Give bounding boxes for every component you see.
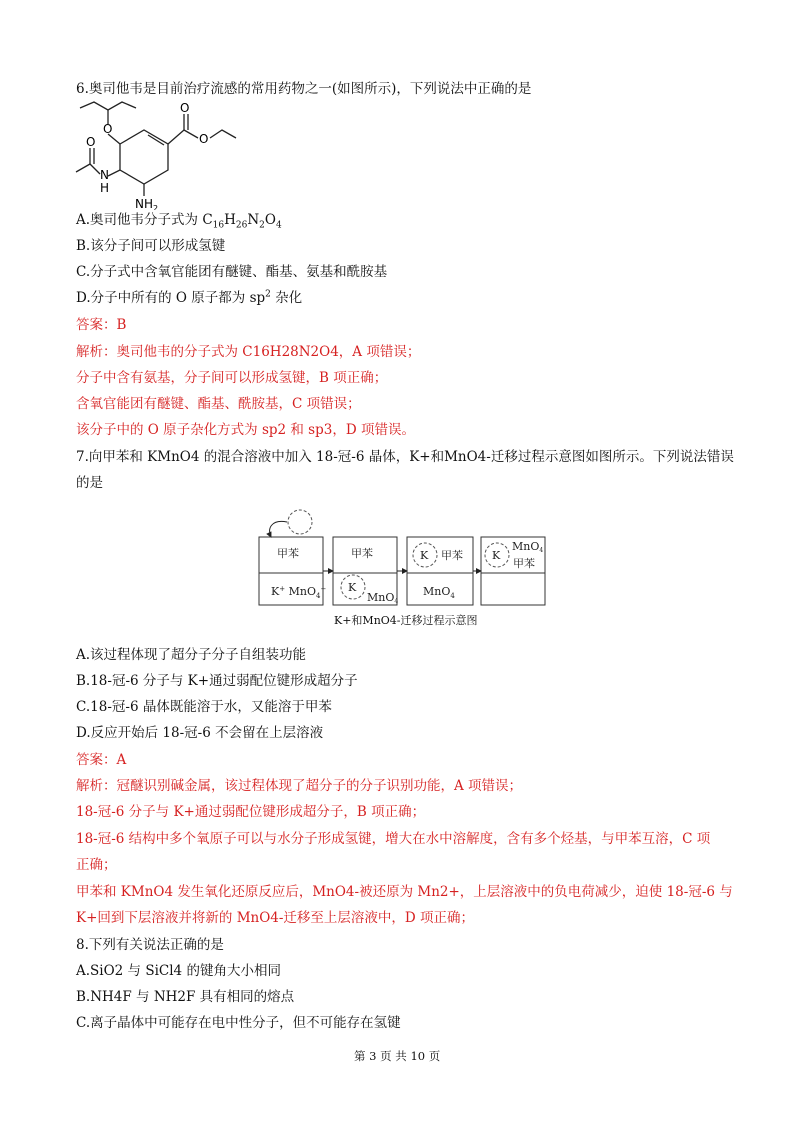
box4-mno4: MnO4 xyxy=(512,540,544,554)
box2-mno4: MnO4 xyxy=(367,591,399,605)
q6-stem: 6.奥司他韦是目前治疗流感的常用药物之一(如图所示)，下列说法中正确的是 xyxy=(76,81,532,97)
q6-answer: 答案：B xyxy=(76,317,127,333)
q7-option-c: C.18-冠-6 晶体既能溶于水，又能溶于甲苯 xyxy=(76,699,332,715)
q6-option-b: B.该分子间可以形成氢键 xyxy=(76,238,226,254)
q7-option-b: B.18-冠-6 分子与 K+通过弱配位键形成超分子 xyxy=(76,673,358,689)
q6-analysis-1: 解析：奥司他韦的分子式为 C16H28N2O4，A 项错误； xyxy=(76,344,421,360)
q7-option-d: D.反应开始后 18-冠-6 不会留在上层溶液 xyxy=(76,725,324,741)
box3-mno4: MnO$_4$ xyxy=(423,585,455,600)
mol-o-carbonyl: O xyxy=(180,101,190,115)
box1-toluene: 甲苯 xyxy=(277,547,299,560)
q6-option-c: C.分子式中含氧官能团有醚键、酯基、氨基和酰胺基 xyxy=(76,264,388,280)
box4-toluene: 甲苯 xyxy=(513,557,535,570)
q7-analysis-5: 甲苯和 KMnO4 发生氧化还原反应后，MnO4-被还原为 Mn2+，上层溶液中的负电荷减少，迫使 18-冠-6 与 xyxy=(76,884,733,900)
box1-k-label: K+ MnO$_4$− xyxy=(271,585,327,600)
q7-stem-line1: 7.向甲苯和 KMnO4 的混合溶液中加入 18-冠-6 晶体，K+和MnO4-迁移过程示意图如图所示。下列说法错误 xyxy=(76,449,734,465)
mol-o-ester: O xyxy=(199,132,209,146)
mol-h-amide: H xyxy=(100,181,110,195)
q7-analysis-6: K+回到下层溶液并将新的 MnO4-迁移至上层溶液中，D 项正确； xyxy=(76,910,475,926)
q7-option-a: A.该过程体现了超分子分子自组装功能 xyxy=(76,647,307,663)
q7-analysis-1: 解析：冠醚识别碱金属，该过程体现了超分子的分子识别功能，A 项错误； xyxy=(76,778,523,794)
q6-analysis-2: 分子中含有氨基，分子间可以形成氢键，B 项正确； xyxy=(76,370,388,386)
box2-toluene: 甲苯 xyxy=(351,547,373,560)
migration-diagram xyxy=(255,503,555,609)
q6-analysis-3: 含氧官能团有醚键、酯基、酰胺基，C 项错误； xyxy=(76,396,361,412)
box3-toluene: 甲苯 xyxy=(441,549,463,562)
oseltamivir-structure xyxy=(72,100,262,210)
mol-nh2: $NH_2$ xyxy=(135,197,159,210)
q7-answer: 答案：A xyxy=(76,752,127,768)
page-footer: 第 3 页 共 10 页 xyxy=(354,1049,441,1063)
q8-option-a: A.SiO2 与 SiCl4 的键角大小相同 xyxy=(76,963,281,979)
diagram-caption: K+和MnO4-迁移过程示意图 xyxy=(334,614,478,627)
q8-stem: 8.下列有关说法正确的是 xyxy=(76,937,224,953)
box2-k: K xyxy=(348,581,357,594)
box3-k: K xyxy=(420,549,429,562)
q6-option-d: D.分子中所有的 O 原子都为 $sp^2$ 杂化 xyxy=(76,289,303,306)
q7-analysis-3: 18-冠-6 结构中多个氧原子可以与水分子形成氢键，增大在水中溶解度，含有多个烃基，与甲苯互溶，C 项 xyxy=(76,831,711,847)
q6-option-a: A.奥司他韦分子式为 $C_{16}H_{26}N_2O_4$ xyxy=(76,212,282,231)
q8-option-b: B.NH4F 与 NH2F 具有相同的熔点 xyxy=(76,989,295,1005)
crown-ether-icon xyxy=(288,510,312,534)
mol-n-amide: N xyxy=(100,168,109,182)
q8-option-c: C.离子晶体中可能存在电中性分子，但不可能存在氢键 xyxy=(76,1015,401,1031)
mol-o-ether: O xyxy=(103,122,113,136)
q6-analysis-4: 该分子中的 O 原子杂化方式为 sp2 和 sp3，D 项错误。 xyxy=(76,422,415,438)
mol-o-amide: O xyxy=(86,135,96,149)
q7-stem-line2: 的是 xyxy=(76,475,103,491)
box4-k: K xyxy=(492,549,501,562)
q7-analysis-4: 正确； xyxy=(76,857,117,873)
q7-analysis-2: 18-冠-6 分子与 K+通过弱配位键形成超分子，B 项正确； xyxy=(76,804,426,820)
